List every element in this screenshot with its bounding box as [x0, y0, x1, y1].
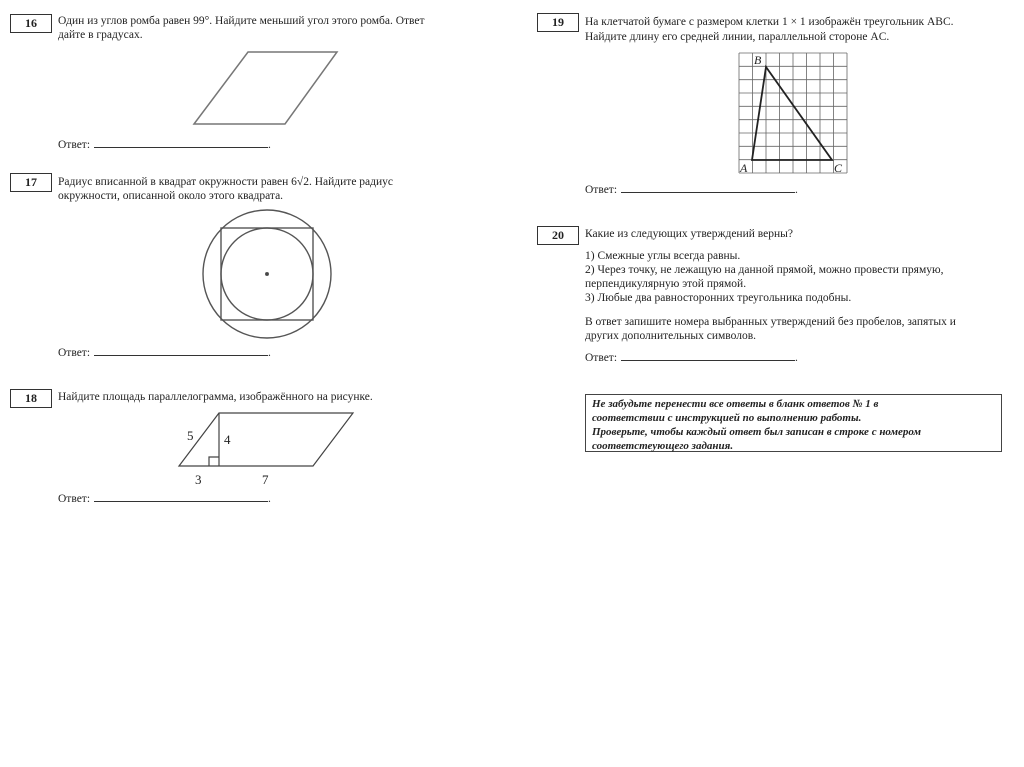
task-number-16: 16: [10, 14, 52, 33]
label-A: A: [740, 161, 748, 175]
label-3: 3: [195, 472, 202, 487]
label-C: C: [834, 161, 843, 175]
label-7: 7: [262, 472, 269, 487]
label-5: 5: [187, 428, 194, 443]
statement-1: 1) Смежные углы всегда равны.: [585, 250, 741, 262]
task-16-text-2: дайте в градусах.: [58, 29, 143, 41]
answer-label: Ответ:: [58, 493, 91, 505]
note-line: Проверьте, чтобы каждый ответ был записан в строке с номером: [592, 426, 922, 438]
task-17-text-1: Радиус вписанной в квадрат окружности равен 6√2. Найдите радиус: [58, 176, 394, 188]
circles-square-figure: [203, 210, 331, 338]
task-number-19: 19: [537, 13, 579, 32]
label-B: B: [754, 53, 762, 67]
rhombus-figure: [194, 52, 337, 124]
answer-19: Ответ: .: [585, 184, 798, 196]
task-18-text-1: Найдите площадь параллелограмма, изображённого на рисунке.: [58, 391, 373, 403]
task-number-17: 17: [10, 173, 52, 192]
task-19-text-1: На клетчатой бумаге с размером клетки 1 × 1 изображён треугольник ABC.: [585, 16, 954, 28]
note-line: Не забудьте перенести все ответы в бланк ответов № 1 в: [592, 398, 879, 410]
task-17-text-2: окружности, описанной около этого квадрата.: [58, 190, 284, 202]
statement-3: 3) Любые два равносторонних треугольника подобны.: [585, 292, 852, 304]
answer-18: Ответ: .: [58, 493, 271, 505]
answer-20: Ответ: .: [585, 352, 798, 364]
note-line: соответстеующего задания.: [592, 440, 734, 452]
answer-label: Ответ:: [58, 347, 91, 359]
task-number-18: 18: [10, 389, 52, 408]
answer-label: Ответ:: [585, 352, 618, 364]
label-4: 4: [224, 432, 231, 447]
task-19-text-2: Найдите длину его средней линии, параллельной стороне AC.: [585, 31, 890, 43]
task-16-text-1: Один из углов ромба равен 99°. Найдите меньший угол этого ромба. Ответ: [58, 15, 425, 27]
answer-label: Ответ:: [585, 184, 618, 196]
answer-label: Ответ:: [58, 139, 91, 151]
grid-figure: [739, 53, 847, 173]
note-line: соответствии с инструкцией по выполнению работы.: [592, 412, 862, 424]
instruction-2: других дополнительных символов.: [585, 330, 756, 342]
task-number-20: 20: [537, 226, 579, 245]
parallelogram-figure: [179, 413, 353, 466]
statement-2: 2) Через точку, не лежащую на данной прямой, можно провести прямую,: [585, 264, 944, 276]
task-20-question: Какие из следующих утверждений верны?: [585, 228, 793, 240]
instruction-1: В ответ запишите номера выбранных утверждений без пробелов, запятых и: [585, 316, 956, 328]
answer-17: Ответ: .: [58, 347, 271, 359]
statement-2-cont: перпендикулярную этой прямой.: [585, 278, 747, 290]
answer-16: Ответ: .: [58, 139, 271, 151]
